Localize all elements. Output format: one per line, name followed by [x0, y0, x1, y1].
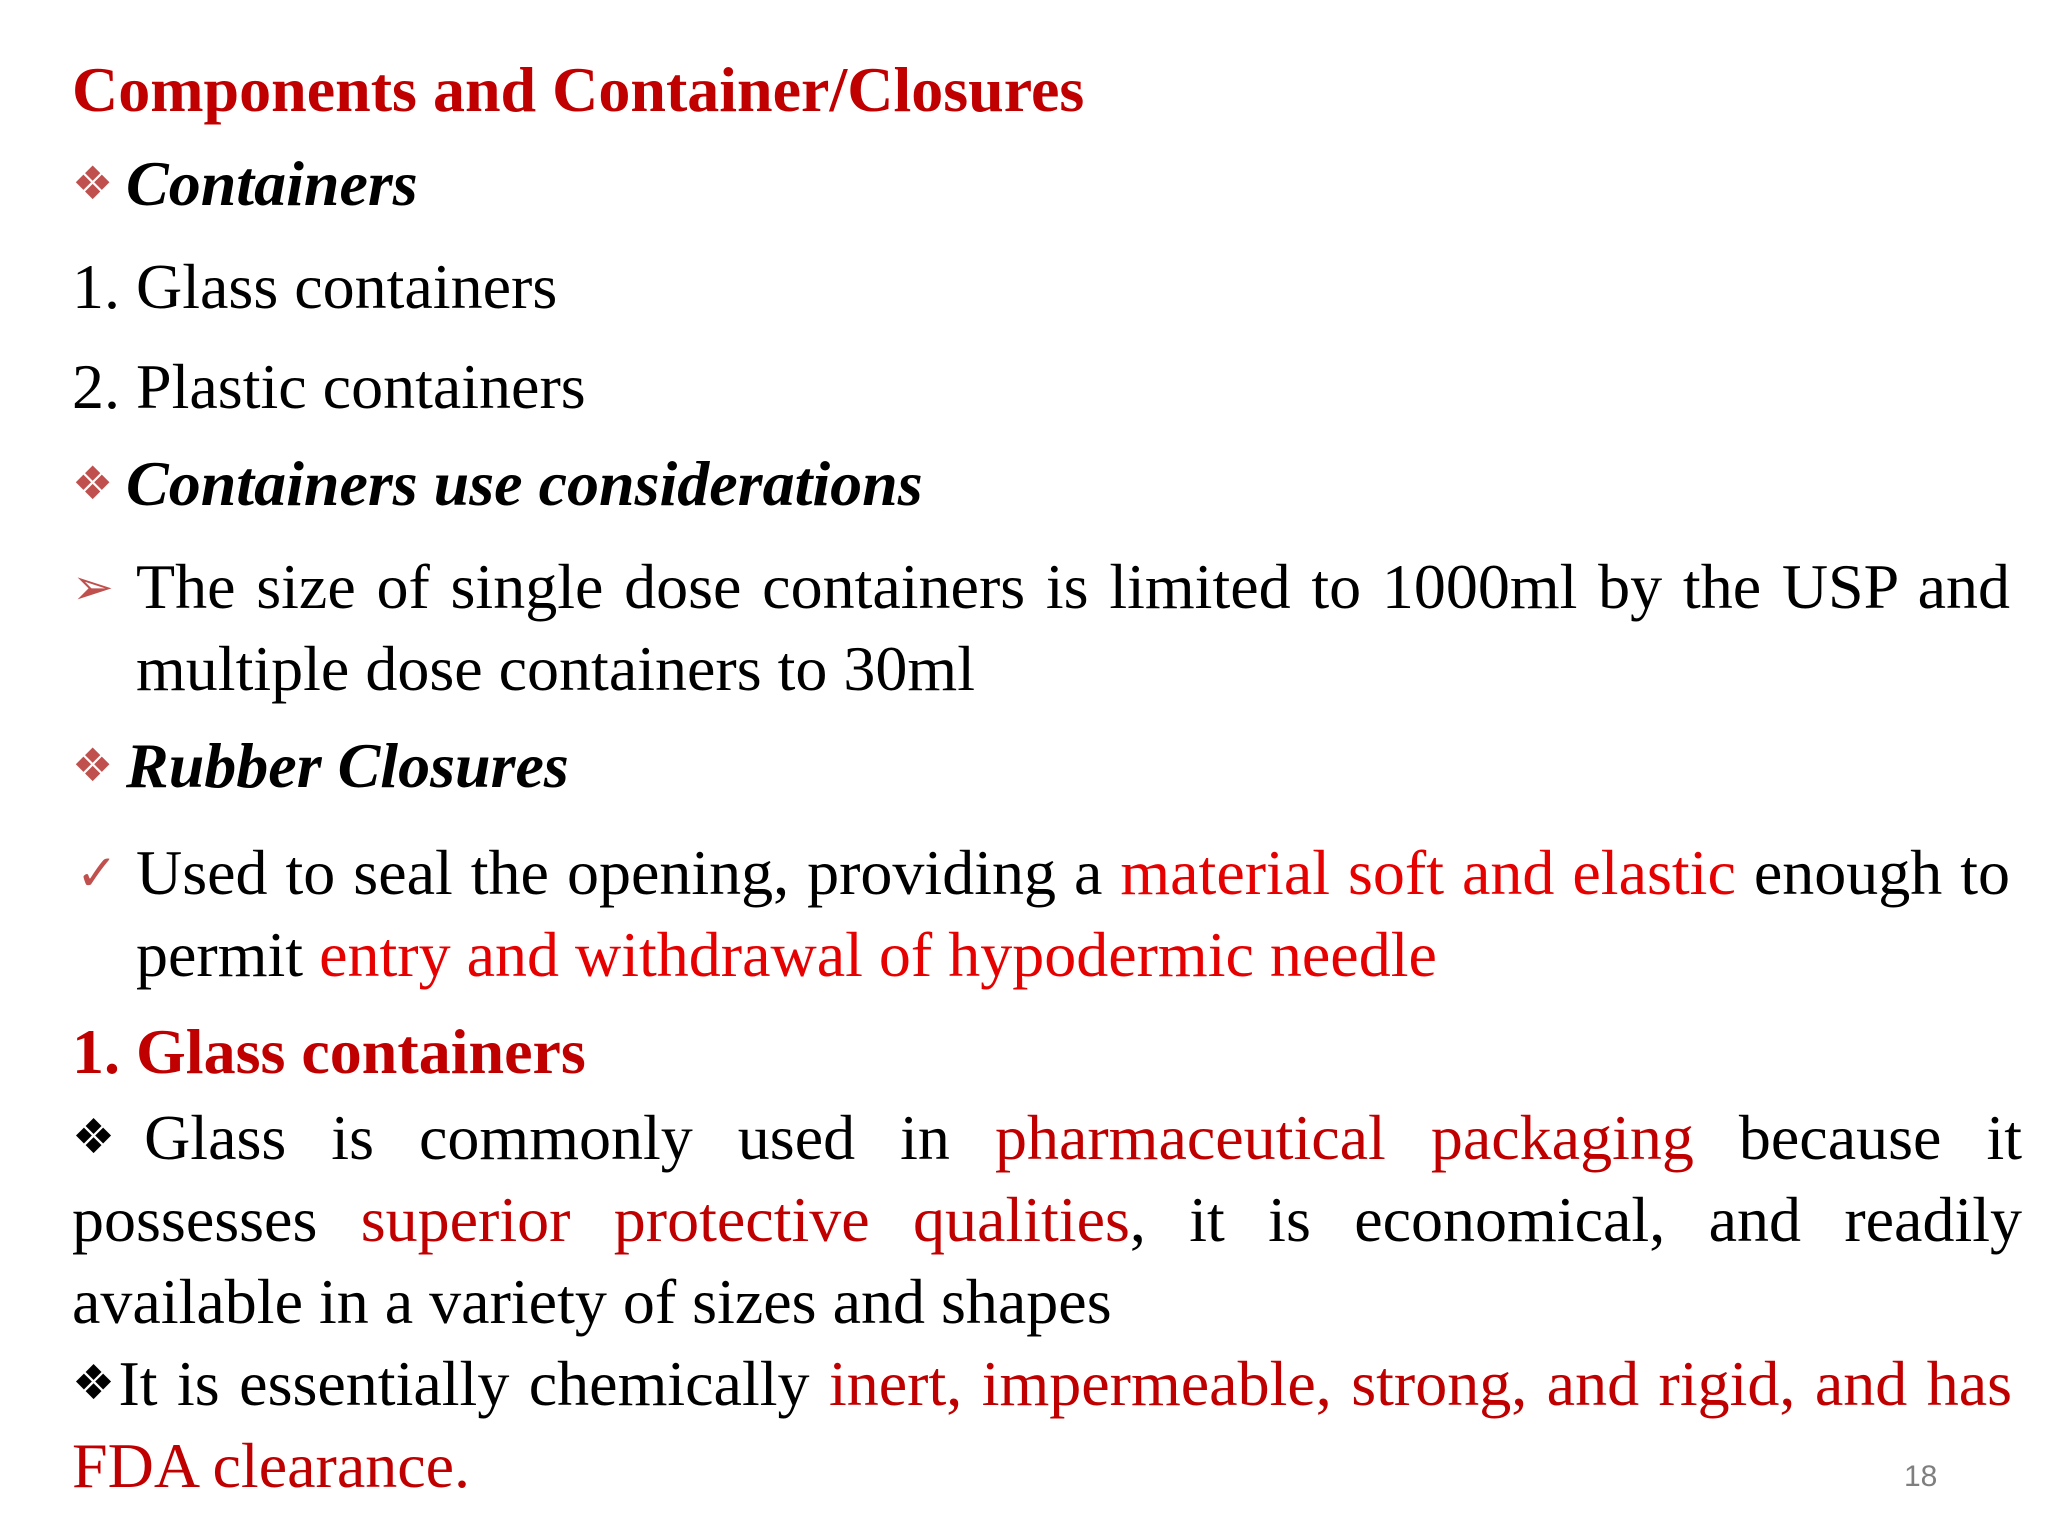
size-point: The size of single dose containers is limited to 1000ml by the USP and multiple dose containers to 30ml	[136, 551, 2010, 704]
glass-p1-highlight-1: pharmaceutical packaging	[994, 1102, 1694, 1173]
diamond-bullet-icon: ❖	[72, 456, 114, 510]
rubber-point-text-2: enough to permit	[136, 837, 2010, 990]
glass-section-title: 1. Glass containers	[72, 1016, 586, 1087]
glass-p2-text-1: It is essentially chemically	[118, 1348, 829, 1419]
check-bullet-icon: ✓	[76, 844, 118, 902]
glass-p1-text-1: Glass is commonly used in	[144, 1102, 995, 1173]
rubber-point-highlight-1: material soft and elastic	[1120, 837, 1736, 908]
diamond-bullet-icon: ❖	[72, 738, 114, 792]
containers-heading: Containers	[126, 148, 418, 219]
glass-p1-highlight-2: superior protective qualities	[360, 1184, 1130, 1255]
arrow-bullet-icon: ➢	[72, 558, 114, 616]
glass-p1-text-3: , it is economical, and readily available in a variety of sizes and shapes	[72, 1184, 2023, 1337]
list-item-glass: 1. Glass containers	[72, 251, 558, 322]
diamond-bullet-icon: ❖	[72, 1355, 119, 1411]
glass-p1-text-2: because it possesses	[72, 1102, 2023, 1255]
glass-p2-highlight-1: inert, impermeable, strong, and rigid, and has FDA clearance.	[72, 1348, 2013, 1501]
glass-paragraph-2	[72, 1342, 2012, 1507]
page-number: 18	[1904, 1460, 1938, 1493]
slide-title: Components and Container/Closures	[72, 54, 1085, 125]
considerations-heading-row	[72, 448, 923, 519]
rubber-point	[136, 832, 2010, 996]
diamond-bullet-icon: ❖	[72, 1109, 145, 1165]
rubber-point-highlight-2: entry and withdrawal of hypodermic needle	[319, 919, 1437, 990]
rubber-heading-row	[72, 730, 569, 801]
rubber-heading: Rubber Closures	[126, 730, 569, 801]
rubber-point-text-1: Used to seal the opening, providing a	[136, 837, 1121, 908]
diamond-bullet-icon: ❖	[72, 156, 114, 210]
glass-paragraph-1	[72, 1096, 2022, 1343]
list-item-plastic: 2. Plastic containers	[72, 351, 586, 422]
containers-heading-row	[72, 148, 418, 219]
considerations-heading: Containers use considerations	[126, 448, 923, 519]
